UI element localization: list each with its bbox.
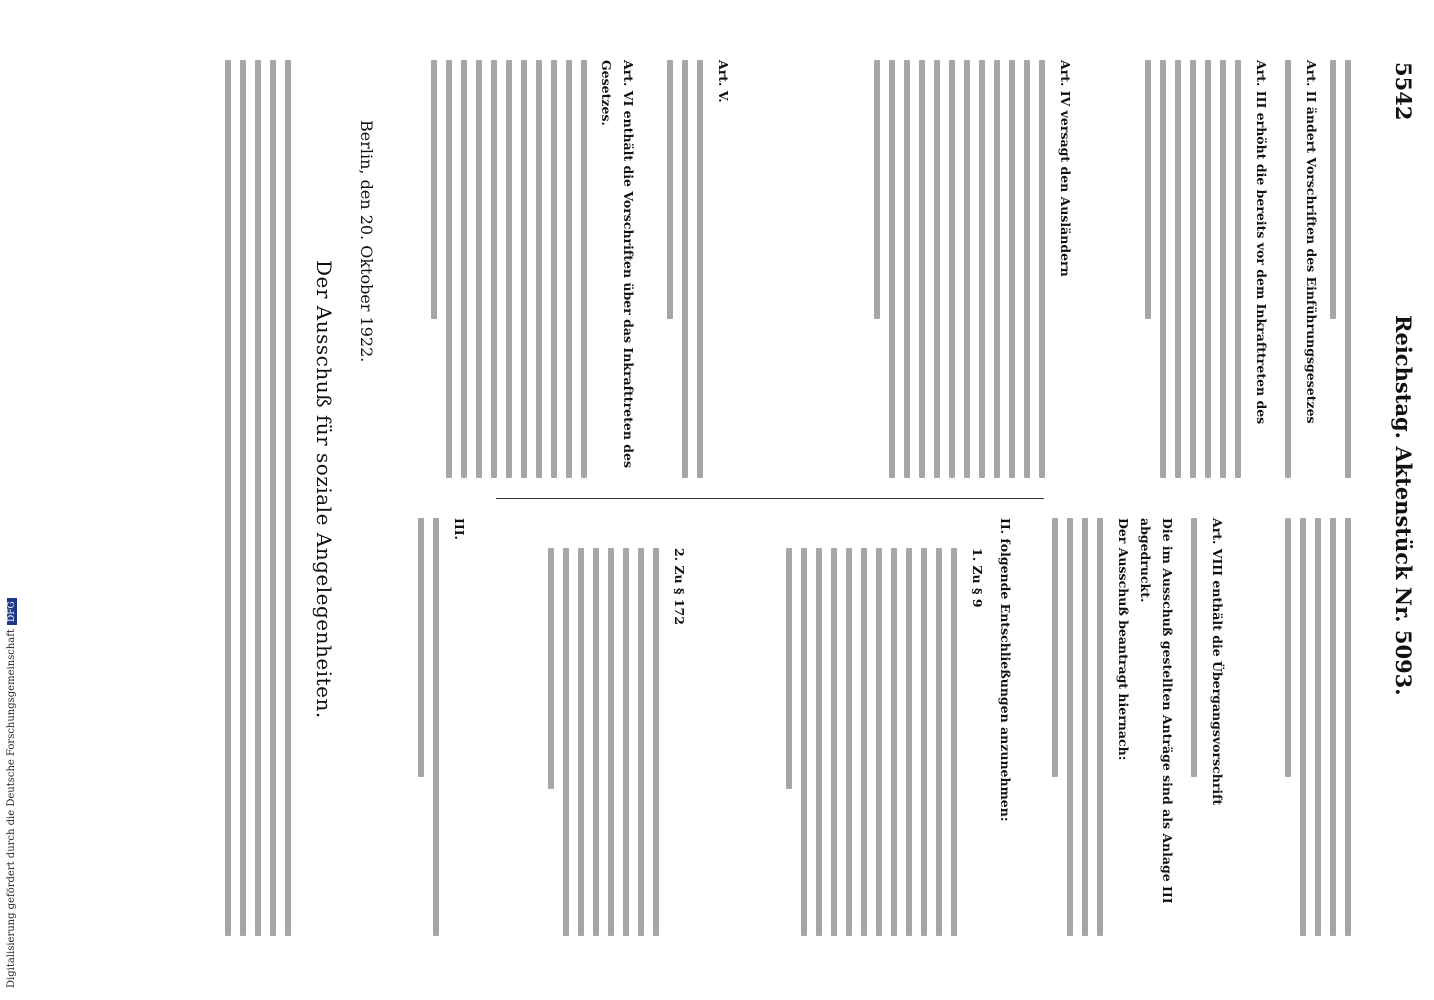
right-col-antraege: Die im Ausschuß gestellten Anträge sind als Anlage III abgedruckt. [1138, 518, 1175, 904]
left-col-lead [1321, 60, 1360, 478]
left-col-art-iii: Art. III erhöht die bereits vor dem Inkrafttreten des [1137, 60, 1272, 478]
signatories-block [216, 60, 300, 936]
date-line: Berlin, den 20. Oktober 1922. [357, 120, 376, 363]
right-col-sec-ii: II. folgende Entschließungen anzunehmen: [998, 518, 1013, 822]
page-number: 5542 [1391, 62, 1416, 121]
digitization-credit: Digitalisierung gefördert durch die Deutsche ForschungsgemeinschaftDFG [6, 598, 17, 988]
right-col-sec-iii: III. [410, 518, 470, 936]
left-col-art-iv: Art. IV versagt den Ausländern [866, 60, 1076, 478]
right-col-lead [1276, 518, 1360, 936]
left-col-art-v: Art. V. [659, 60, 734, 478]
dfg-logo: DFG [7, 598, 17, 625]
left-col-art-ii: Art. II ändert Vorschriften des Einführungsgesetzes [1277, 60, 1322, 478]
committee-name: Der Ausschuß für soziale Angelegenheiten. [312, 260, 336, 719]
page-title: Reichstag. Aktenstück Nr. 5093. [1391, 315, 1416, 696]
left-col-art-vi: Art. VI enthält die Vorschriften über das Inkrafttreten des Gesetzes. [422, 60, 639, 478]
column-divider [496, 498, 1044, 499]
right-col-sec-ii-2: 2. Zu § 172 [540, 548, 690, 936]
right-col-art-viii: Art. VIII enthält die Übergangsvorschrift [1183, 518, 1228, 936]
right-col-sec-ii-1: 1. Zu § 9 [778, 548, 988, 936]
right-col-beantragt: Der Ausschuß beantragt hiernach: [1044, 518, 1134, 936]
